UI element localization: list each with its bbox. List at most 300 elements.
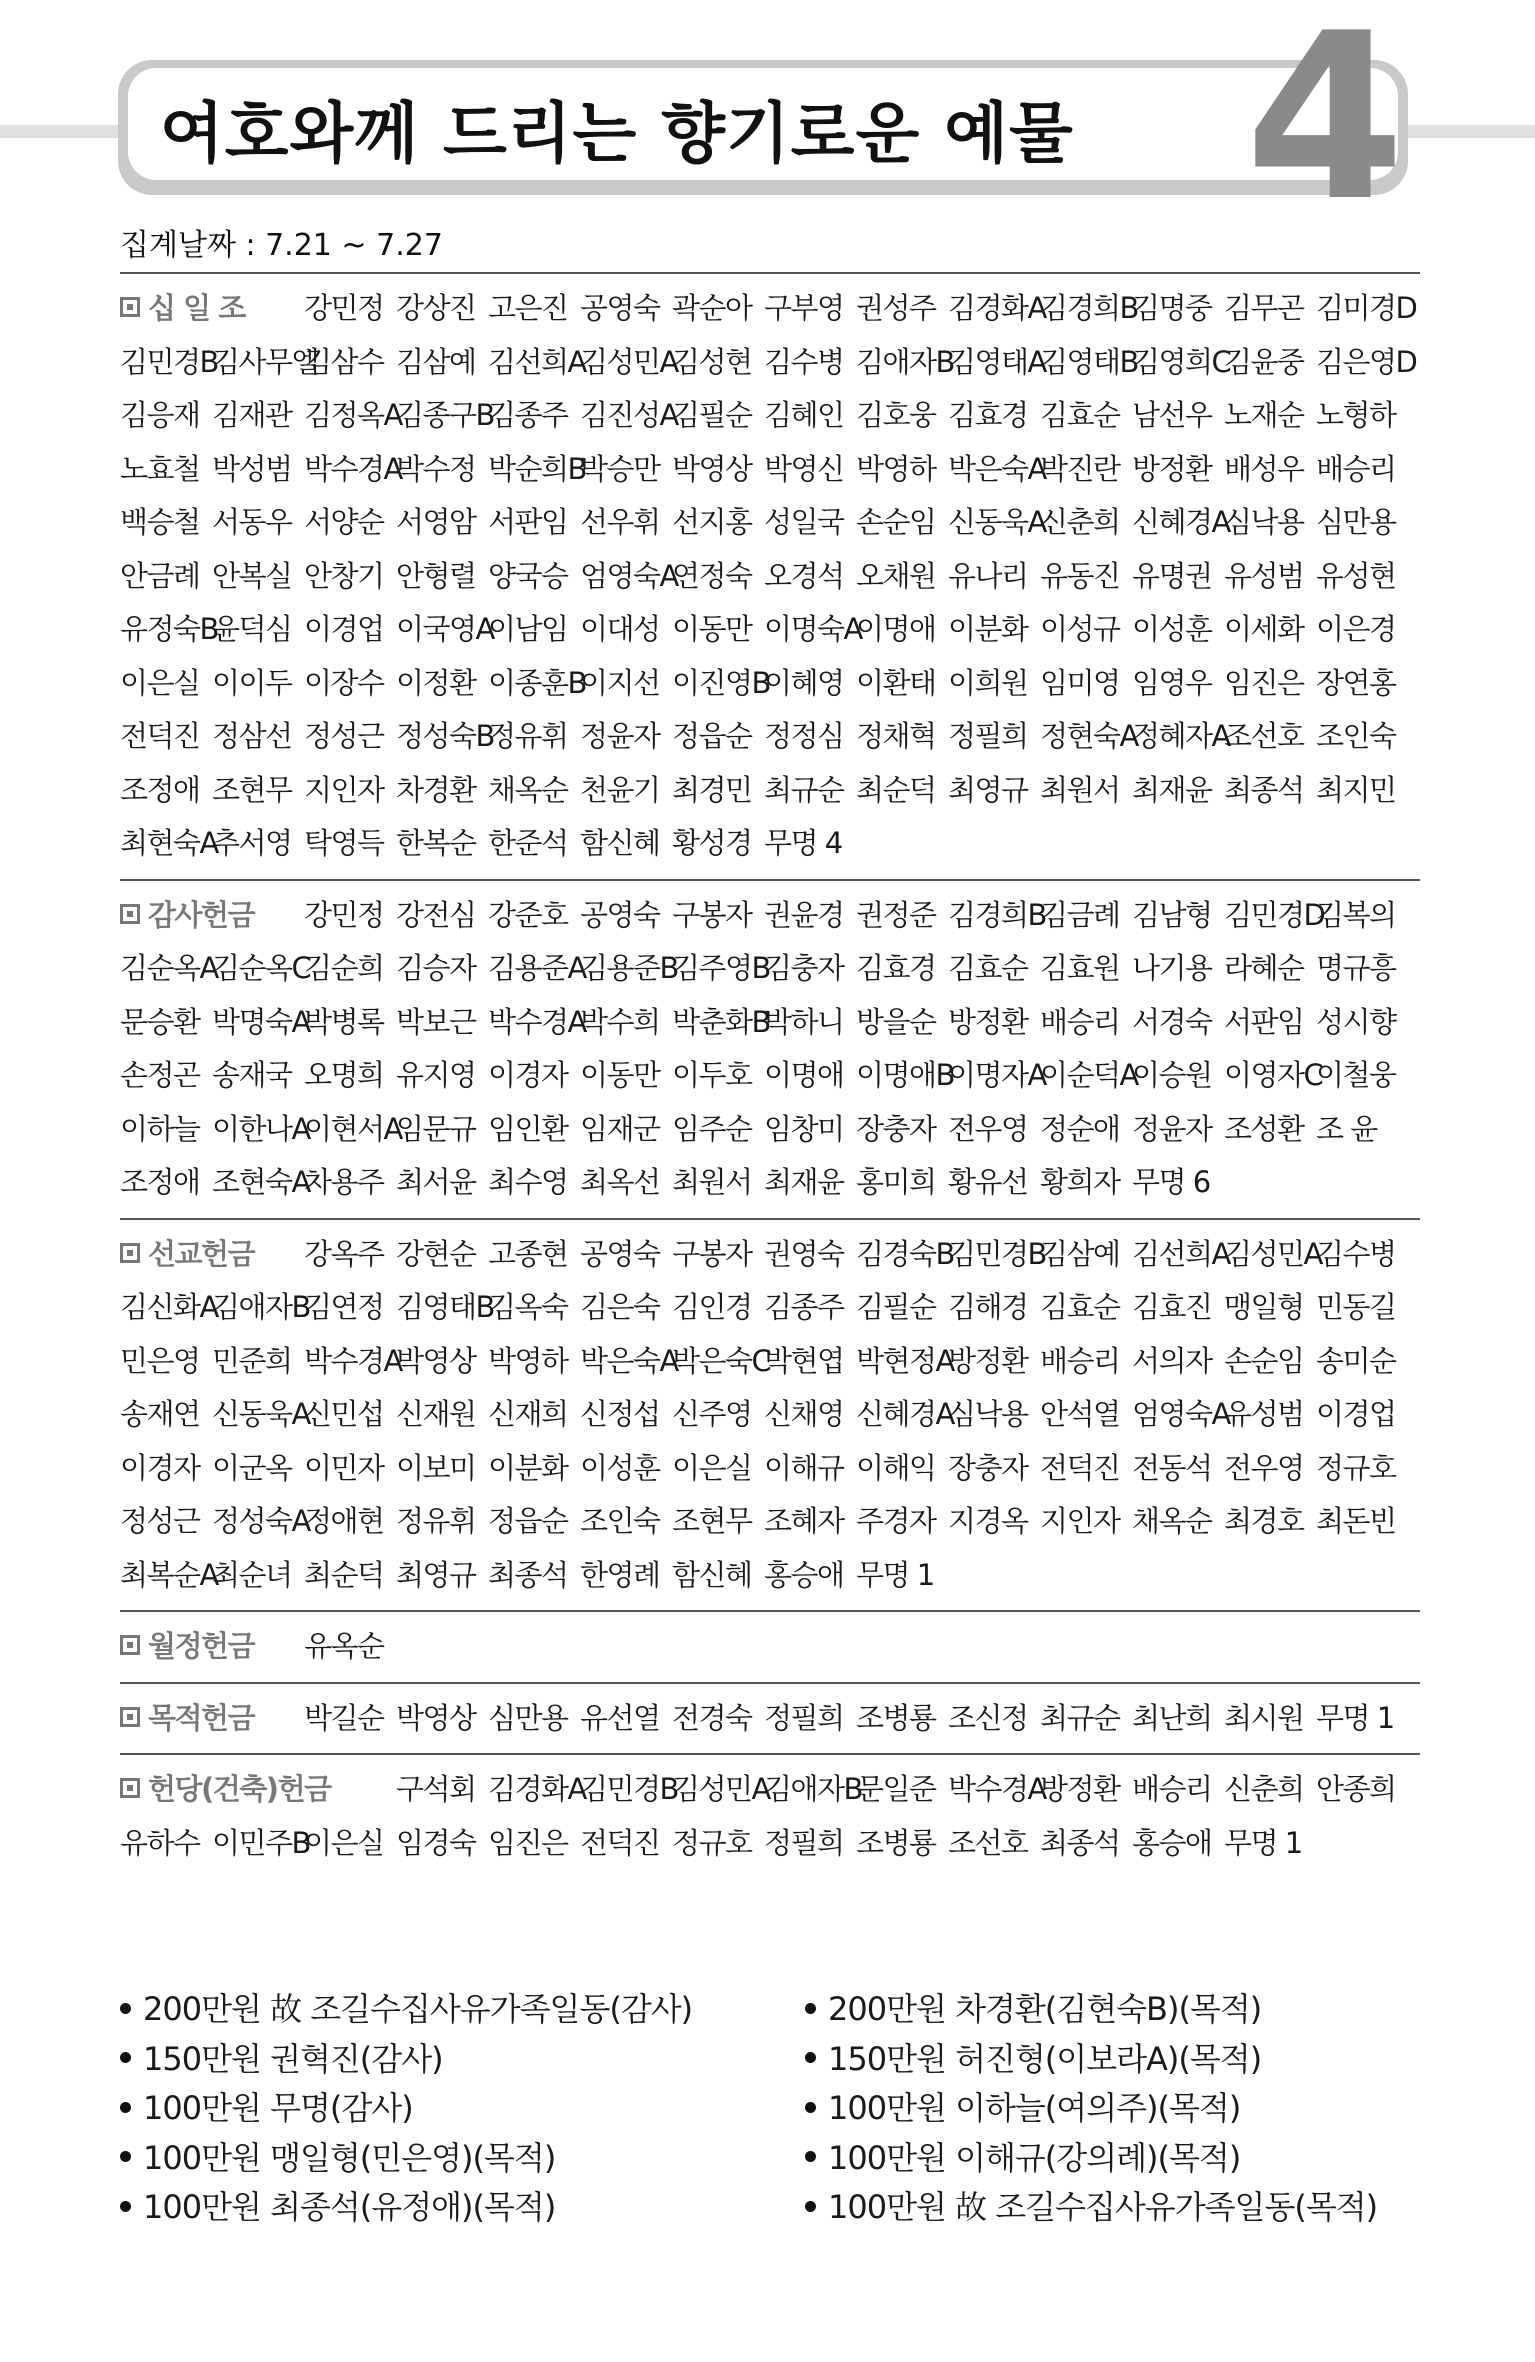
donor-name: 김명중	[1132, 291, 1212, 325]
donor-name: 문일준	[856, 1772, 936, 1806]
donor-name: 임미영	[1040, 665, 1120, 700]
donor-name: 홍미희	[856, 1165, 936, 1199]
donor-name: 김선희A	[488, 344, 586, 379]
decorative-left-line	[0, 125, 130, 138]
special-offering-item	[805, 2035, 1377, 2085]
bullet-icon	[120, 2052, 131, 2063]
donor-name: 유성현	[1316, 558, 1396, 593]
donor-name: 박은숙A	[948, 451, 1046, 486]
donor-name: 김경희B	[1040, 291, 1138, 325]
donor-name: 김삼예	[396, 344, 476, 379]
donor-name: 최복순A	[120, 1557, 218, 1592]
donor-name: 나기용	[1132, 951, 1212, 985]
donor-name: 박순희B	[488, 451, 586, 486]
donor-name: 이동만	[580, 1058, 660, 1092]
offering-section	[120, 1682, 1420, 1754]
donor-name: 김경화A	[488, 1772, 586, 1806]
donor-name: 김효경	[856, 951, 936, 985]
section-label-text: 목적헌금	[148, 1700, 255, 1735]
donor-name: 이종훈B	[488, 665, 586, 700]
donor-name: 신재원	[396, 1397, 476, 1431]
donor-name: 조성환	[1224, 1111, 1304, 1146]
donor-name: 정규호	[672, 1825, 752, 1860]
donor-name: 김효순	[1040, 1290, 1120, 1324]
checkbox-square-icon	[120, 1707, 140, 1727]
donor-name: 이성훈	[1132, 612, 1212, 646]
donor-name: 김성민A	[672, 1772, 770, 1806]
donor-name: 박승만	[580, 451, 660, 486]
donor-name: 서경숙	[1132, 1004, 1212, 1039]
donor-name: 김경숙B	[856, 1236, 954, 1271]
donor-name: 박수경A	[304, 1343, 402, 1378]
offering-section	[120, 1218, 1420, 1611]
donor-name: 이은실	[672, 1450, 752, 1485]
donor-name: 전동석	[1132, 1450, 1212, 1485]
bullet-icon	[805, 2052, 816, 2063]
donor-name: 김경화A	[948, 291, 1046, 325]
donor-name: 김효원	[1040, 951, 1120, 985]
donor-name: 조정애	[120, 1165, 200, 1199]
donor-name: 전덕진	[120, 719, 200, 753]
donor-name: 이장수	[304, 665, 384, 700]
donor-name: 박영신	[764, 451, 844, 486]
donor-name: 최수영	[488, 1165, 568, 1199]
donor-name: 구석회	[396, 1772, 476, 1806]
donor-name: 김호웅	[856, 398, 936, 432]
donor-name: 이군옥	[212, 1450, 292, 1485]
donor-name: 조인숙	[1316, 719, 1396, 753]
donor-name: 최영규	[948, 772, 1028, 807]
donor-name: 최원서	[1040, 772, 1120, 807]
donor-name: 이혜영	[764, 665, 844, 700]
donor-name: 정필희	[764, 1825, 844, 1860]
donor-name: 정유휘	[396, 1504, 476, 1538]
donor-name: 이명애	[856, 612, 936, 646]
offering-section	[120, 879, 1420, 1218]
donor-name: 배승리	[1132, 1772, 1212, 1806]
donor-name: 최종석	[1224, 772, 1304, 807]
donor-name: 김애자B	[212, 1290, 310, 1324]
donor-name: 문승환	[120, 1004, 200, 1039]
donor-name: 송재국	[212, 1058, 292, 1092]
donor-name: 무명 6	[1132, 1165, 1210, 1199]
donor-name: 정성근	[120, 1504, 200, 1538]
checkbox-square-icon	[120, 904, 140, 924]
donor-name: 최난희	[1132, 1700, 1212, 1735]
donor-name: 이하늘	[120, 1111, 200, 1146]
donor-name: 백승철	[120, 505, 200, 539]
donor-name: 김효순	[948, 951, 1028, 985]
donor-name: 이민자	[304, 1450, 384, 1485]
bullet-icon	[805, 2003, 816, 2014]
donor-name: 김승자	[396, 951, 476, 985]
donor-name: 강민정	[304, 897, 384, 932]
donor-name: 유성범	[1224, 1397, 1304, 1431]
donor-name: 김정옥A	[304, 398, 402, 432]
donor-name: 손순임	[1224, 1343, 1304, 1378]
donor-name: 임창미	[764, 1111, 844, 1146]
donor-name: 서영암	[396, 505, 476, 539]
donor-name: 전우영	[1224, 1450, 1304, 1485]
donor-name: 신혜경A	[856, 1397, 954, 1431]
special-offering-item	[805, 2084, 1377, 2134]
donor-name: 박현엽	[764, 1343, 844, 1378]
donor-name: 지인자	[304, 772, 384, 807]
donor-name: 김효순	[1040, 398, 1120, 432]
donor-name: 조혜자	[764, 1504, 844, 1538]
donor-name: 정윤자	[1132, 1111, 1212, 1146]
name-grid	[120, 889, 1420, 1210]
donor-name: 정현숙A	[1040, 719, 1138, 753]
donor-name: 장충자	[856, 1111, 936, 1146]
donor-name: 박영상	[672, 451, 752, 486]
donor-name: 이세화	[1224, 612, 1304, 646]
section-label	[120, 889, 304, 943]
donor-name: 최경민	[672, 772, 752, 807]
special-offering-item	[805, 1985, 1377, 2035]
bullet-icon	[805, 2151, 816, 2162]
donor-name: 송재연	[120, 1397, 200, 1431]
donor-name: 엄영숙A	[1132, 1397, 1230, 1431]
donor-name: 김수병	[764, 344, 844, 379]
donor-name: 김민경B	[948, 1236, 1046, 1271]
donor-name: 김연정	[304, 1290, 384, 1324]
donor-name: 전덕진	[1040, 1450, 1120, 1485]
donor-name: 이두호	[672, 1058, 752, 1092]
donor-name: 성시향	[1316, 1004, 1396, 1039]
donor-name: 서판임	[488, 505, 568, 539]
donor-name: 박하니	[764, 1004, 844, 1039]
aggregation-date: 집계날짜 : 7.21 ~ 7.27	[120, 228, 443, 263]
offering-section	[120, 1610, 1420, 1682]
donor-name: 심만용	[488, 1700, 568, 1735]
donor-name: 박보근	[396, 1004, 476, 1039]
donor-name: 서판임	[1224, 1004, 1304, 1039]
donor-name: 차경환	[396, 772, 476, 807]
donor-name: 김충자	[764, 951, 844, 985]
donor-name: 임문규	[396, 1111, 476, 1146]
donor-name: 정성근	[304, 719, 384, 753]
donor-name: 임재군	[580, 1111, 660, 1146]
donor-name: 고종현	[488, 1236, 568, 1271]
donor-name: 정삼선	[212, 719, 292, 753]
section-label	[120, 1692, 304, 1746]
donor-name: 김은영D	[1316, 344, 1417, 379]
donor-name: 강옥주	[304, 1236, 384, 1271]
donor-name: 김해경	[948, 1290, 1028, 1324]
donor-name: 조현무	[212, 772, 292, 807]
donor-name: 김용준A	[488, 951, 586, 985]
donor-name: 성일국	[764, 505, 844, 539]
donor-name: 박수경A	[948, 1772, 1046, 1806]
special-offerings-right	[805, 1985, 1377, 2233]
donor-name: 오명희	[304, 1058, 384, 1092]
donor-name: 김복의	[1316, 897, 1396, 932]
donor-name: 권영숙	[764, 1236, 844, 1271]
donor-name: 강전심	[396, 897, 476, 932]
donor-name: 최현숙A	[120, 826, 218, 860]
donor-name: 최시원	[1224, 1700, 1304, 1735]
donor-name: 서양순	[304, 505, 384, 539]
name-grid	[120, 1228, 1420, 1603]
offering-section	[120, 272, 1420, 879]
donor-name: 김효경	[948, 398, 1028, 432]
donor-name: 조현무	[672, 1504, 752, 1538]
donor-name: 김금례	[1040, 897, 1120, 932]
special-offering-item	[120, 2035, 692, 2085]
donor-name: 한영례	[580, 1557, 660, 1592]
section-label	[120, 282, 304, 336]
donor-name: 정순애	[1040, 1111, 1120, 1146]
donor-name: 전경숙	[672, 1700, 752, 1735]
donor-name: 김응재	[120, 398, 200, 432]
donor-name: 안형렬	[396, 558, 476, 593]
donor-name: 유동진	[1040, 558, 1120, 593]
special-offerings-left	[120, 1985, 692, 2233]
donor-name: 이은실	[120, 665, 200, 700]
donor-name: 김영태A	[948, 344, 1046, 379]
donor-name: 강현순	[396, 1236, 476, 1271]
donor-name: 김무곤	[1224, 291, 1304, 325]
donor-name: 권정준	[856, 897, 936, 932]
donor-name: 김순희	[304, 951, 384, 985]
donor-name: 김선희A	[1132, 1236, 1230, 1271]
donor-name: 김성민A	[1224, 1236, 1322, 1271]
section-label	[120, 1228, 304, 1282]
donor-name: 오채원	[856, 558, 936, 593]
donor-name: 정혜자A	[1132, 719, 1230, 753]
donor-name: 남선우	[1132, 398, 1212, 432]
donor-name: 조병룡	[856, 1700, 936, 1735]
name-grid	[120, 1692, 1420, 1746]
donor-name: 이동만	[672, 612, 752, 646]
donor-name: 방정환	[948, 1004, 1028, 1039]
donor-name: 이경자	[120, 1450, 200, 1485]
checkbox-square-icon	[120, 297, 140, 317]
donor-name: 배승리	[1040, 1004, 1120, 1039]
page-number: 4	[1245, 0, 1406, 252]
checkbox-square-icon	[120, 1778, 140, 1798]
checkbox-square-icon	[120, 1635, 140, 1655]
donor-name: 공영숙	[580, 897, 660, 932]
donor-name: 구봉자	[672, 1236, 752, 1271]
donor-name: 선지홍	[672, 505, 752, 539]
donor-name: 안창기	[304, 558, 384, 593]
donor-name: 무명 1	[1316, 1700, 1394, 1735]
donor-name: 유선열	[580, 1700, 660, 1735]
special-offering-item	[120, 2134, 692, 2184]
section-label-text: 감사헌금	[148, 897, 255, 932]
donor-name: 김주영B	[672, 951, 770, 985]
donor-name: 유명권	[1132, 558, 1212, 593]
donor-name: 박영상	[396, 1343, 476, 1378]
donor-name: 천윤기	[580, 772, 660, 807]
donor-name: 임진은	[488, 1825, 568, 1860]
donor-name: 유하수	[120, 1825, 200, 1860]
donor-name: 구봉자	[672, 897, 752, 932]
donor-name: 정읍순	[488, 1504, 568, 1538]
donor-name: 조선호	[1224, 719, 1304, 753]
donor-name: 유옥순	[304, 1629, 384, 1663]
donor-name: 신춘희	[1040, 505, 1120, 539]
donor-name: 홍승애	[764, 1557, 844, 1592]
donor-name: 박현정A	[856, 1343, 954, 1378]
donor-name: 송미순	[1316, 1343, 1396, 1378]
donor-name: 김혜인	[764, 398, 844, 432]
donor-name: 지경옥	[948, 1504, 1028, 1538]
donor-name: 최규순	[1040, 1700, 1120, 1735]
donor-name: 박영하	[856, 451, 936, 486]
donor-name: 최영규	[396, 1557, 476, 1592]
donor-name: 박진란	[1040, 451, 1120, 486]
donor-name: 권윤경	[764, 897, 844, 932]
special-offering-text: 100만원 맹일형(민은영)(목적)	[143, 2138, 556, 2177]
donor-name: 무명 1	[856, 1557, 934, 1592]
donor-name: 이철웅	[1316, 1058, 1396, 1092]
donor-name: 이남임	[488, 612, 568, 646]
donor-name: 정정심	[764, 719, 844, 753]
donor-name: 이영자C	[1224, 1058, 1323, 1092]
donor-name: 정애현	[304, 1504, 384, 1538]
donor-name: 강민정	[304, 291, 384, 325]
donor-name: 김애자B	[764, 1772, 862, 1806]
donor-name: 지인자	[1040, 1504, 1120, 1538]
donor-name: 이보미	[396, 1450, 476, 1485]
donor-name: 김경희B	[948, 897, 1046, 932]
donor-name: 맹일형	[1224, 1290, 1304, 1324]
special-offering-text: 100만원 최종석(유정애)(목적)	[143, 2188, 556, 2226]
name-grid	[120, 1620, 1420, 1674]
special-offering-text: 100만원 무명(감사)	[143, 2089, 413, 2127]
donor-name: 노재순	[1224, 398, 1304, 432]
donor-name: 박영하	[488, 1343, 568, 1378]
donor-name: 김용준B	[580, 951, 678, 985]
donor-name: 라혜순	[1224, 951, 1304, 985]
section-label	[120, 1620, 304, 1674]
donor-name: 김은숙	[580, 1290, 660, 1324]
donor-name: 유지영	[396, 1058, 476, 1092]
donor-name: 이명애B	[856, 1058, 954, 1092]
donor-name: 조정애	[120, 772, 200, 807]
donor-name: 이환태	[856, 665, 936, 700]
donor-name: 정읍순	[672, 719, 752, 753]
donor-name: 박영상	[396, 1700, 476, 1735]
donor-name: 김사무엘	[212, 344, 319, 379]
donor-name: 민은영	[120, 1343, 200, 1378]
donor-name: 유정숙B	[120, 612, 218, 646]
donor-name: 안금례	[120, 558, 200, 593]
donor-name: 이국영A	[396, 612, 494, 646]
donor-name: 김영태B	[396, 1290, 494, 1324]
donor-name: 최순녀	[212, 1557, 292, 1592]
donor-name: 조신정	[948, 1700, 1028, 1735]
donor-name: 김인경	[672, 1290, 752, 1324]
donor-name: 심낙용	[948, 1397, 1028, 1431]
donor-name: 김종구B	[396, 398, 494, 432]
donor-name: 이명자A	[948, 1058, 1046, 1092]
donor-name: 엄영숙A	[580, 558, 678, 593]
donor-name: 이이두	[212, 665, 292, 700]
donor-name: 이은실	[304, 1825, 384, 1860]
donor-name: 최서윤	[396, 1165, 476, 1199]
donor-name: 공영숙	[580, 291, 660, 325]
donor-name: 김영희C	[1132, 344, 1231, 379]
special-offering-text: 150만원 권혁진(감사)	[143, 2039, 443, 2078]
donor-name: 이희원	[948, 665, 1028, 700]
donor-name: 손순임	[856, 505, 936, 539]
donor-name: 신동욱A	[948, 505, 1046, 539]
donor-name: 박병록	[304, 1004, 384, 1039]
donor-name: 탁영득	[304, 826, 384, 860]
bullet-icon	[120, 2151, 131, 2162]
donor-name: 최경호	[1224, 1504, 1304, 1538]
donor-name: 조현숙A	[212, 1165, 310, 1199]
donor-name: 이명애	[764, 1058, 844, 1092]
donor-name: 김남형	[1132, 897, 1212, 932]
donor-name: 김삼예	[1040, 1236, 1120, 1271]
donor-name: 이진영B	[672, 665, 770, 700]
bullet-icon	[120, 2003, 131, 2014]
donor-name: 공영숙	[580, 1236, 660, 1271]
donor-name: 이경자	[488, 1058, 568, 1092]
donor-name: 정성숙B	[396, 719, 494, 753]
donor-name: 조 윤	[1316, 1111, 1377, 1146]
donor-name: 신채영	[764, 1397, 844, 1431]
donor-name: 무명 1	[1224, 1825, 1302, 1860]
donor-name: 이명숙A	[764, 612, 862, 646]
donor-name: 최규순	[764, 772, 844, 807]
donor-name: 권성주	[856, 291, 936, 325]
donor-name: 김필순	[672, 398, 752, 432]
special-offering-item	[120, 2183, 692, 2233]
donor-name: 강준호	[488, 897, 568, 932]
donor-name: 장연홍	[1316, 665, 1396, 700]
donor-name: 채옥순	[488, 772, 568, 807]
donor-name: 손정곤	[120, 1058, 200, 1092]
donor-name: 임영우	[1132, 665, 1212, 700]
donor-name: 채옥순	[1132, 1504, 1212, 1538]
donor-name: 정필희	[764, 1700, 844, 1735]
special-offering-text: 200만원 故 조길수집사유가족일동(감사)	[143, 1990, 693, 2028]
section-label-text: 선교헌금	[148, 1236, 255, 1271]
donor-name: 이승원	[1132, 1058, 1212, 1092]
bullet-icon	[120, 2201, 131, 2212]
checkbox-square-icon	[120, 1243, 140, 1263]
donor-name: 신재희	[488, 1397, 568, 1431]
donor-name: 정윤자	[580, 719, 660, 753]
donor-name: 이성훈	[580, 1450, 660, 1485]
donor-name: 김재관	[212, 398, 292, 432]
special-offering-text: 100만원 이해규(강의례)(목적)	[828, 2138, 1241, 2177]
donor-name: 윤덕심	[212, 612, 292, 646]
special-offering-text: 150만원 허진형(이보라A)(목적)	[828, 2039, 1262, 2078]
donor-name: 김민경D	[1224, 897, 1325, 932]
donor-name: 김진성A	[580, 398, 678, 432]
donor-name: 연정숙	[672, 558, 752, 593]
donor-name: 추서영	[212, 826, 292, 860]
donor-name: 방정환	[948, 1343, 1028, 1378]
donor-name: 서의자	[1132, 1343, 1212, 1378]
donor-name: 이해규	[764, 1450, 844, 1485]
donor-name: 안종희	[1316, 1772, 1396, 1806]
donor-name: 신춘희	[1224, 1772, 1304, 1806]
donor-name: 신민섭	[304, 1397, 384, 1431]
donor-name: 박은숙A	[580, 1343, 678, 1378]
donor-name: 정필희	[948, 719, 1028, 753]
special-offering-text: 100만원 이하늘(여의주)(목적)	[828, 2089, 1241, 2127]
donor-name: 유나리	[948, 558, 1028, 593]
donor-name: 박수경A	[304, 451, 402, 486]
